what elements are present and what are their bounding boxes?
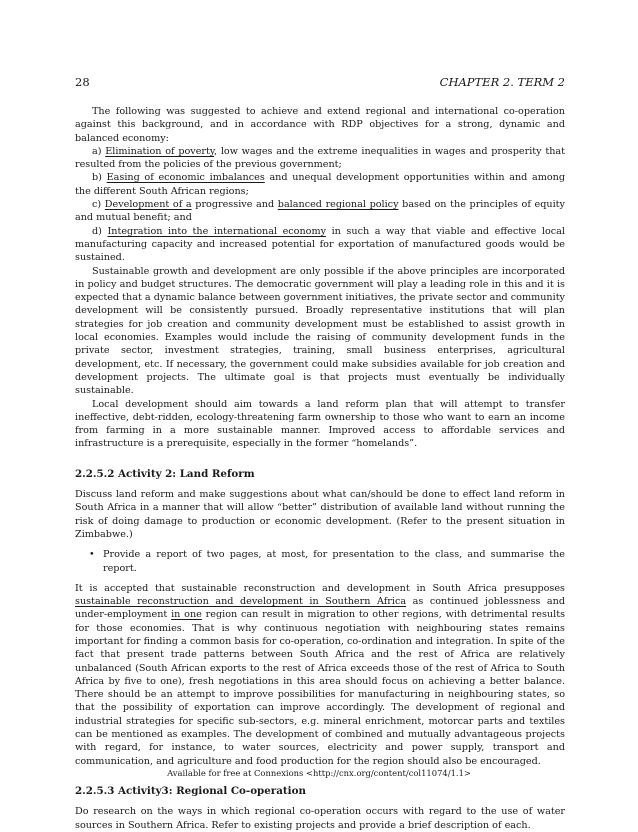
item-prefix: d) xyxy=(92,225,108,237)
item-prefix: a) xyxy=(92,145,106,157)
list-item-c xyxy=(75,198,565,225)
bullet-item: • Provide a report of two pages, at most, for presentation to the class, and summarise the report. xyxy=(103,548,565,575)
chapter-title: CHAPTER 2. TERM 2 xyxy=(439,75,565,89)
item-text: in such a way that viable and effective local manufacturing capacity and increased potential for exportation of manufactured goods would be sustained. xyxy=(75,225,565,264)
intro-paragraph: The following was suggested to achieve and extend regional and international co-operation against this background, and in accordance with RDP objectives for a strong, dynamic and balanced economy: xyxy=(75,106,565,144)
list-item-a xyxy=(75,145,565,172)
list-item-d xyxy=(75,225,565,265)
growth-paragraph: Sustainable growth and development are only possible if the above principles are incorporated in policy and budget structures. The democratic government will play a leading role in this and it is expected that a dynamic balance between government initiatives, the private sector and community development will be consistently pursued. Broadly representative institutions that will plan strategies for job creation and community development must be established to assist growth in local economies. Examples would include the raising of community development funds in the private sector, investment strategies, training, small business enterprises, agricultural development, etc. If necessary, the government could make subsidies available for job creation and development projects. The ultimate goal is that projects must eventually be individually sustainable. xyxy=(75,265,565,397)
page-footer: Available for free at Connexions <http://cnx.org/content/col11074/1.1> xyxy=(167,768,471,778)
section-heading-activity-2: 2.2.5.2 Activity 2: Land Reform xyxy=(75,467,255,480)
reconstruction-paragraph xyxy=(75,582,565,768)
paragraph-text: region can result in migration to other regions, with detrimental results for those economies. That is why continuous negotiation with neighbouring states remains important for finding a common basis for co-operation, co-ordination and integration. In spite of the fact that present trade patterns between South Africa and the rest of Africa are relatively unbalanced (South African exports to the rest of Africa exceeds those of the rest of Africa to South Africa by five to one), fresh negotiations in this area should focus on achieving a better balance. There should be an attempt to improve possibilities for manufacturing in neighbouring states, so that the possibility of exportation can improve accordingly. The development of regional and industrial strategies for specific sub-sectors, e.g. mineral enrichment, motorcar parts and textiles can be mentioned as examples. The development of combined and mutually advantageous projects with regard, for instance, to water sources, electricity and power supply, transport and communication, and agriculture and food production for the region should also be encouraged. xyxy=(75,609,566,767)
body-text xyxy=(75,105,565,832)
item-prefix: c) xyxy=(92,199,105,211)
local-development-paragraph: Local development should aim towards a land reform plan that will attempt to transfer ineffective, debt-ridden, ecology-threatening farm ownership to those who want to earn an income from farming in a more sustainable manner. Improved access to affordable services and infrastructure is a prerequisite, especially in the former “homelands”. xyxy=(75,398,565,450)
item-text: and unequal development opportunities within and among the different South African regions; xyxy=(75,172,566,197)
page-number: 28 xyxy=(75,75,90,89)
underlined-phrase: Development of a xyxy=(104,199,192,211)
section-heading-activity-3: 2.2.5.3 Activity3: Regional Co-operation xyxy=(75,784,306,797)
land-reform-paragraph: Discuss land reform and make suggestions about what can/should be done to effect land reform in South Africa in a manner that will allow “better” distribution of available land without running the risk of doing damage to production or economic development. (Refer to the present situation in Zimbabwe.) xyxy=(75,489,565,540)
item-text: based on the principles of equity and mutual benefit; and xyxy=(75,199,565,224)
bullet-list xyxy=(75,548,565,575)
underlined-phrase: sustainable reconstruction and development in Southern Africa xyxy=(75,596,407,608)
paragraph-text: as continued joblessness and under-employment xyxy=(75,596,565,621)
underlined-phrase: in one xyxy=(171,609,202,621)
item-prefix: b) xyxy=(92,172,107,184)
underlined-phrase: balanced regional policy xyxy=(277,199,399,211)
item-text: progressive and xyxy=(191,199,278,211)
underlined-phrase: Easing of economic imbalances xyxy=(106,172,265,184)
underlined-phrase: Elimination of poverty xyxy=(105,145,215,157)
list-item-b xyxy=(75,171,565,198)
paragraph-text: It is accepted that sustainable reconstruction and development in South Africa presupposes xyxy=(75,582,565,594)
item-text: , low wages and the extreme inequalities in wages and prosperity that resulted from the policies of the previous government; xyxy=(75,145,565,171)
regional-cooperation-paragraph: Do research on the ways in which regional co-operation occurs with regard to the use of water sources in Southern Africa. Refer to existing projects and provide a brief description of each. xyxy=(75,806,565,831)
underlined-phrase: Integration into the international economy xyxy=(107,225,327,237)
page-header xyxy=(75,75,565,89)
